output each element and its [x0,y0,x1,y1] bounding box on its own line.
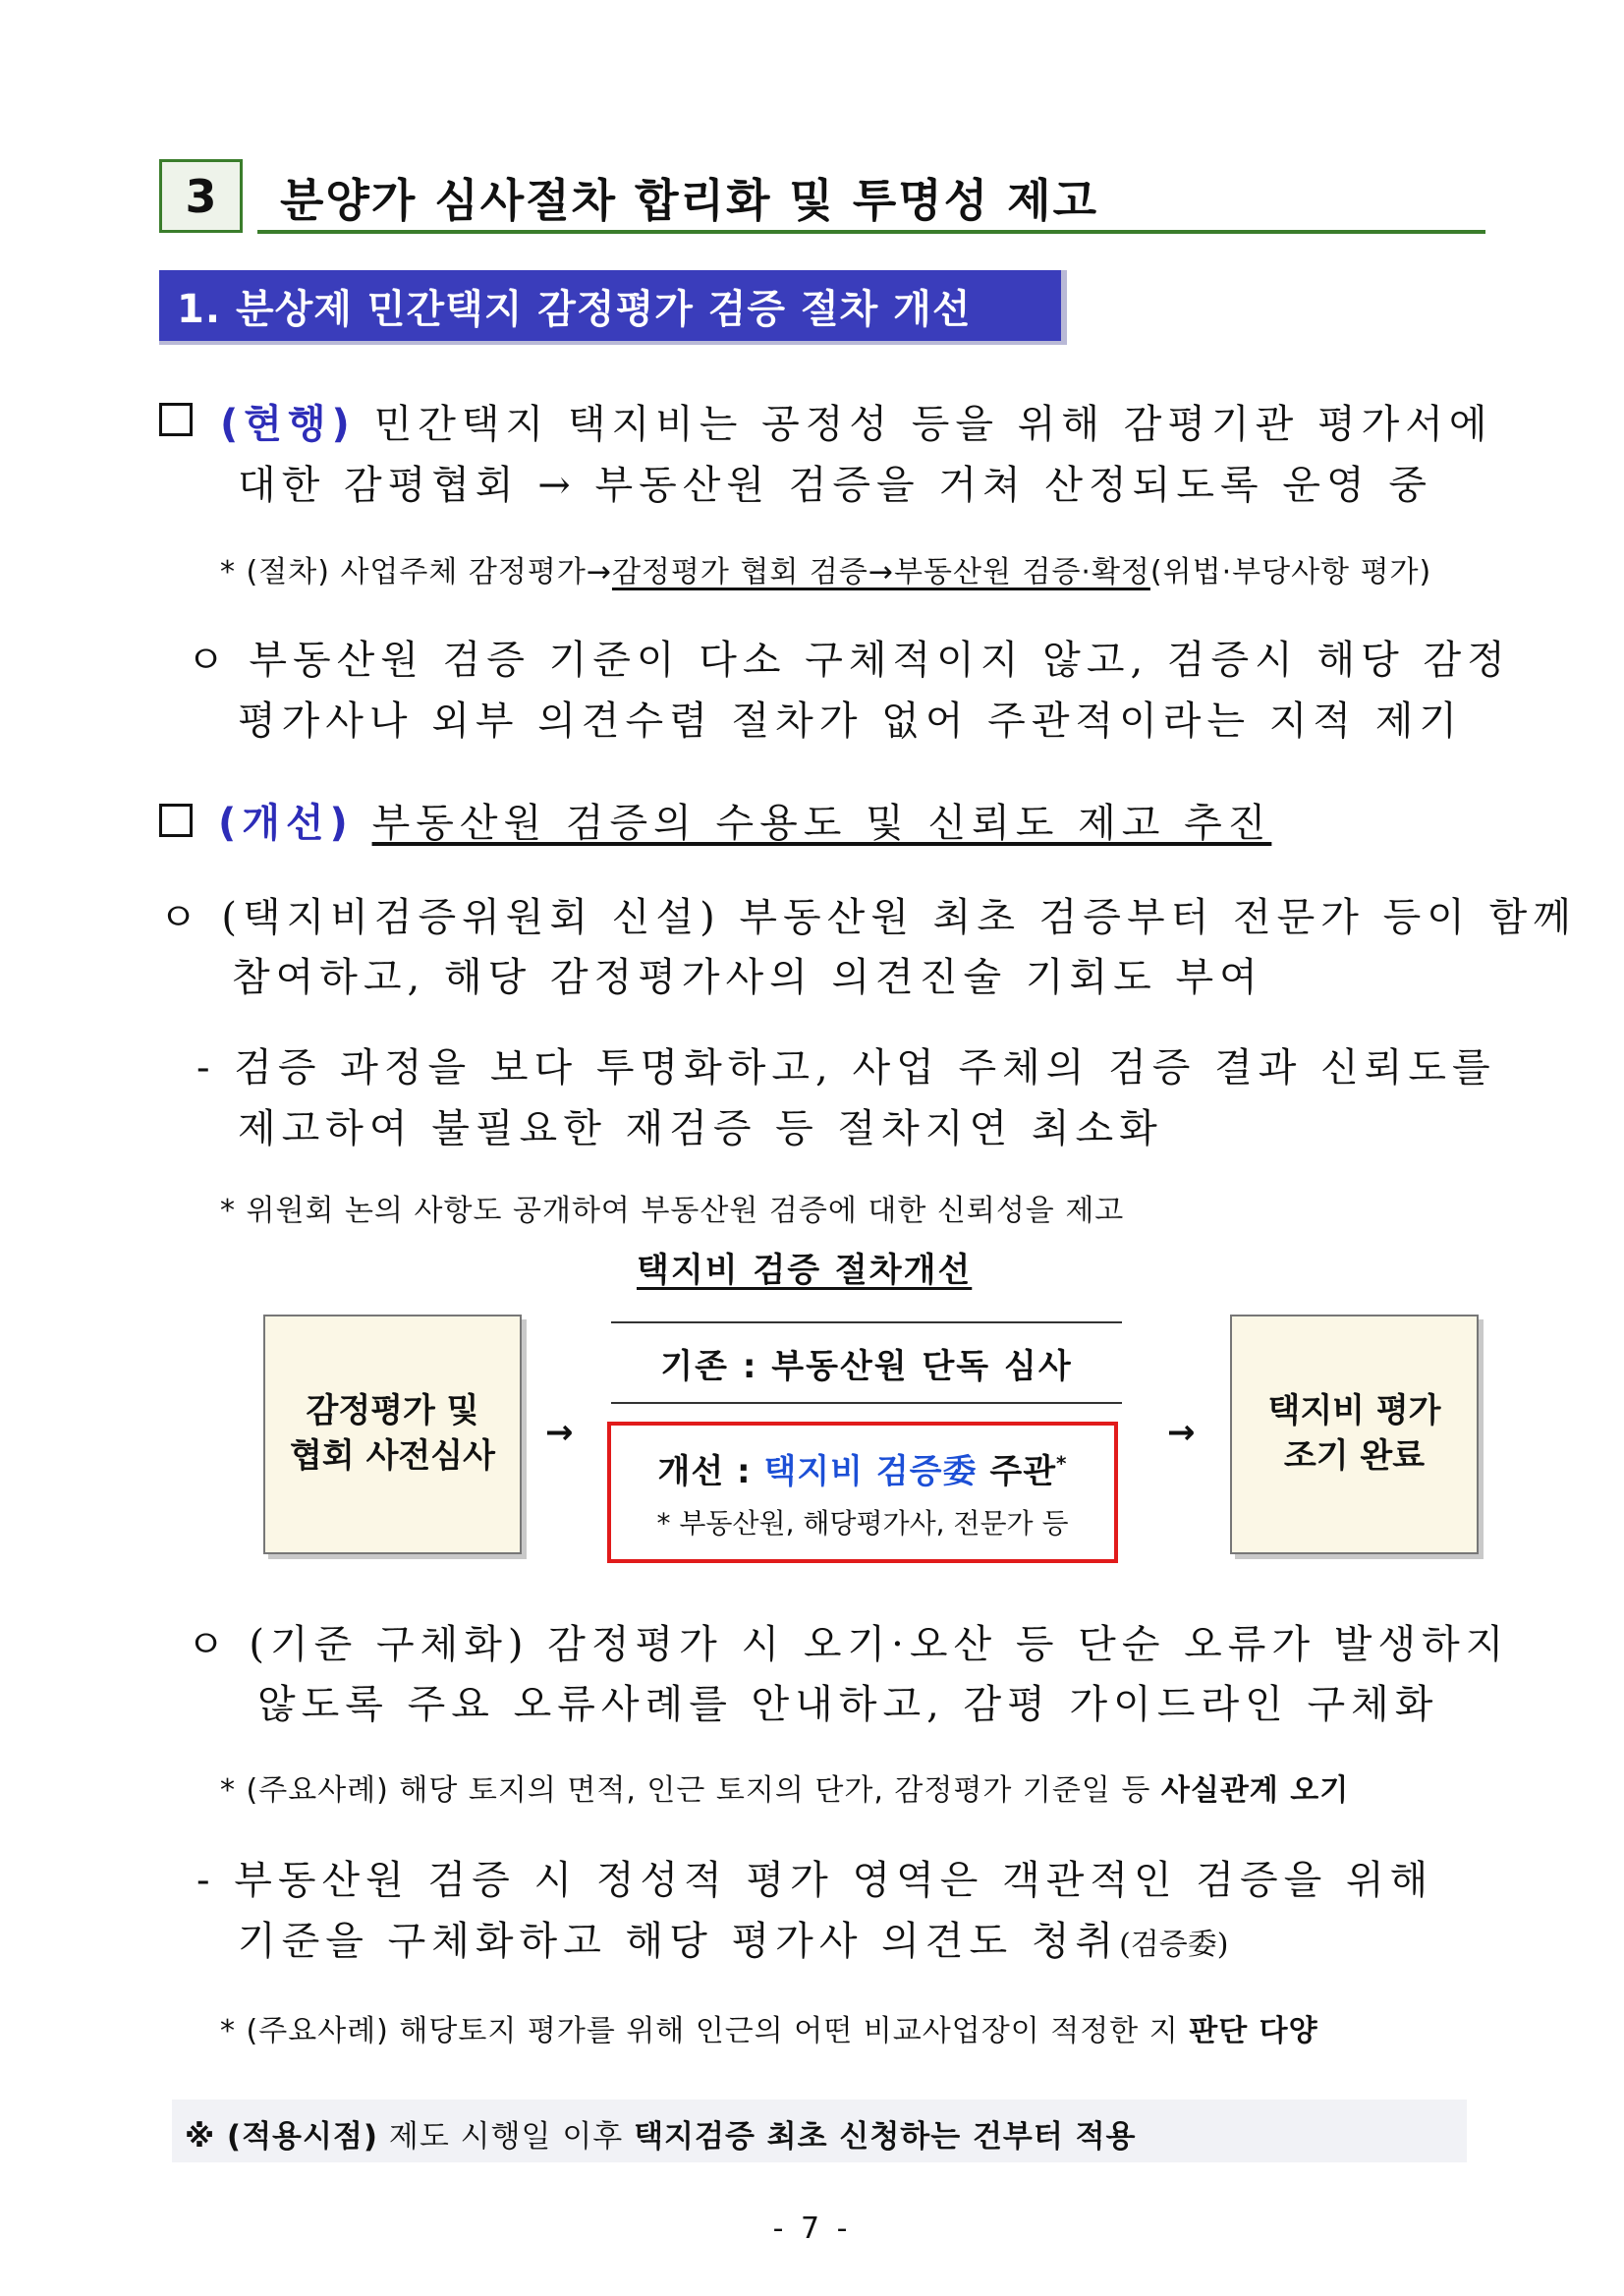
arrow-right-icon: → [545,1413,574,1452]
standard-note-1 [220,1765,1349,1809]
apply-note-mid: 제도 시행일 이후 [378,2119,635,2155]
section-title: 분양가 심사절차 합리화 및 투명성 제고 [280,174,1099,227]
standard-dash-line-2 [238,1910,1228,1966]
page-number: - 7 - [772,2212,852,2246]
dash1-note: * 위원회 논의 사항도 공개하여 부동산원 검증에 대한 신뢰성을 제고 [220,1194,1125,1228]
apply-note [185,2111,1136,2156]
current-bullet-text-1: 부동산원 검증 기준이 다소 구체적이지 않고, 검증시 해당 감정 [249,638,1511,683]
existing-process: 기존 : 부동산원 단독 심사 [611,1321,1122,1404]
improved-suffix: 주관 [977,1451,1057,1491]
standard-bullet-line-1 [187,1613,1509,1669]
left-box-line-1: 감정평가 및 [306,1391,479,1431]
committee-line-1 [159,886,1577,942]
procedure-note-suffix: (위법·부당사항 평가) [1149,555,1432,589]
committee-line-2: 참여하고, 해당 감정평가사의 의견진술 기회도 부여 [232,955,1263,1000]
current-line-2: 대한 감평협회 → 부동산원 검증을 거쳐 산정되도록 운영 중 [238,463,1432,508]
procedure-note-underlined: 감정평가 협회 검증→부동산원 검증·확정 [611,555,1150,589]
improved-process-box [607,1422,1118,1563]
subsection-banner [159,270,1067,345]
current-line1-text: 민간택지 택지비는 공정성 등을 위해 감평기관 평가서에 [373,402,1493,447]
right-box-line-1: 택지비 평가 [1267,1391,1441,1431]
committee-text-1: (택지비검증위원회 신설) 부동산원 최초 검증부터 전문가 등이 함께 [221,895,1577,940]
standard-note1-bold: 사실관계 오기 [1160,1773,1350,1808]
current-bullet-line-2: 평가사나 외부 의견수렴 절차가 없어 주관적이라는 지적 제기 [238,699,1464,744]
current-bullet-line-1 [187,629,1511,685]
improved-process-line [657,1444,1067,1492]
improvement-heading [218,792,1271,848]
improved-highlight: 택지비 검증委 [763,1451,978,1491]
apply-note-prefix: ※ (적용시점) [185,2119,379,2155]
circle-bullet-icon: ㅇ [187,638,231,683]
current-tag: (현행) [220,402,356,447]
diagram-left-box [263,1315,522,1554]
standard-dash-line-1: - 부동산원 검증 시 정성적 평가 영역은 객관적인 검증을 위해 [196,1858,1434,1903]
section-number: 3 [185,169,217,223]
left-box-line-2: 협회 사전심사 [290,1436,495,1476]
section-number-box [159,159,243,233]
current-procedure-note [220,547,1431,590]
circle-bullet-icon: ㅇ [159,895,203,940]
diagram-title: 택지비 검증 절차개선 [637,1251,973,1290]
improvement-title: 부동산원 검증의 수용도 및 신뢰도 제고 추진 [371,801,1272,846]
improvement-tag: (개선) [218,801,354,846]
standard-note-2 [220,2006,1318,2049]
improved-mark: * [1056,1451,1068,1476]
diagram-right-box [1230,1315,1479,1554]
section-rule [257,230,1485,234]
dash1-line-2: 제고하여 불필요한 재검증 등 절차지연 최소화 [238,1106,1163,1151]
improved-prefix: 개선 : [657,1451,764,1491]
dash1-line-1: - 검증 과정을 보다 투명화하고, 사업 주체의 검증 결과 신뢰도를 [196,1045,1496,1091]
apply-note-bold: 택지검증 최초 신청하는 건부터 적용 [634,2119,1137,2155]
standard-note1-prefix: * (주요사례) 해당 토지의 면적, 인근 토지의 단가, 감정평가 기준일 등 [220,1773,1161,1808]
arrow-right-icon: → [1167,1413,1196,1452]
standard-note2-prefix: * (주요사례) 해당토지 평가를 위해 인근의 어떤 비교사업장이 적정한 지 [220,2014,1190,2048]
subsection-title: 1. 분상제 민간택지 감정평가 검증 절차 개선 [177,286,972,332]
procedure-note-prefix: * (절차) 사업주체 감정평가→ [220,555,612,589]
standard-note2-bold: 판단 다양 [1189,2014,1318,2048]
circle-bullet-icon: ㅇ [187,1622,231,1667]
standard-bullet-text-1: (기준 구체화) 감정평가 시 오기·오산 등 단순 오류가 발생하지 [249,1622,1510,1667]
checkbox-square-icon [159,804,193,837]
standard-bullet-line-2: 않도록 주요 오류사례를 안내하고, 감평 가이드라인 구체화 [257,1682,1439,1727]
right-box-line-2: 조기 완료 [1283,1436,1426,1476]
current-line-1 [220,393,1493,449]
checkbox-square-icon [159,403,193,436]
standard-dash2-small: (검증委) [1119,1928,1229,1962]
standard-dash2-main: 기준을 구체화하고 해당 평가사 의견도 청취 [238,1919,1120,1964]
improved-note: * 부동산원, 해당평가사, 전문가 등 [656,1506,1069,1540]
